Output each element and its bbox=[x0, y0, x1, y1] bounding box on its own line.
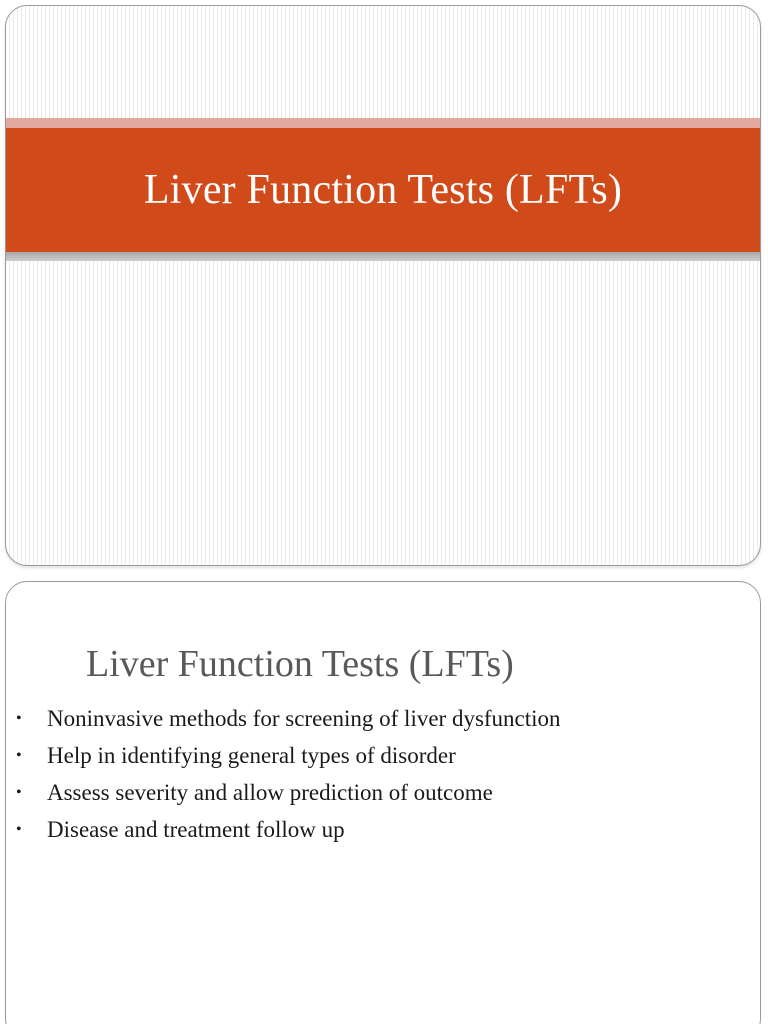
bullet-item bbox=[6, 815, 561, 852]
content-slide bbox=[5, 581, 761, 1024]
bullet-icon: • bbox=[16, 821, 22, 838]
bullet-text: Disease and treatment follow up bbox=[47, 817, 345, 842]
bullet-icon: • bbox=[16, 747, 22, 764]
bullet-icon: • bbox=[16, 710, 22, 727]
bullet-item bbox=[6, 778, 561, 815]
banner-shadow-strip bbox=[6, 252, 760, 261]
content-slide-heading: Liver Function Tests (LFTs) bbox=[86, 643, 514, 685]
bullet-text: Noninvasive methods for screening of liver dysfunction bbox=[47, 706, 561, 731]
banner-top-strip bbox=[6, 118, 760, 128]
bullet-list bbox=[6, 704, 561, 852]
title-slide bbox=[5, 5, 761, 566]
bullet-icon: • bbox=[16, 784, 22, 801]
title-banner bbox=[6, 128, 760, 252]
bullet-text: Help in identifying general types of disorder bbox=[47, 743, 456, 768]
bullet-item bbox=[6, 704, 561, 741]
bullet-text: Assess severity and allow prediction of outcome bbox=[47, 780, 493, 805]
title-slide-heading: Liver Function Tests (LFTs) bbox=[143, 167, 623, 213]
bullet-item bbox=[6, 741, 561, 778]
